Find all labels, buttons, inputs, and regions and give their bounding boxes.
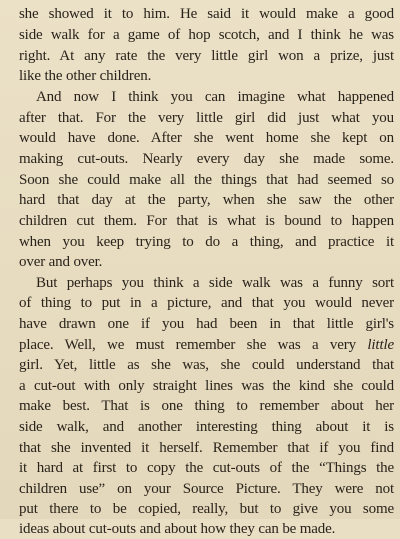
emphasized-word: little — [367, 337, 394, 353]
text-line: would have done. After she went home she kept on — [19, 130, 394, 146]
text-line: girl. Yet, little as she was, she could understand that — [19, 357, 394, 373]
text-line: have drawn one if you had been in that little girl's — [19, 316, 394, 332]
text-line: And now I think you can imagine what happened — [36, 89, 394, 105]
text-run: place. Well, we must remember she was a very — [19, 337, 356, 353]
text-line: making cut-outs. Nearly every day she made some. — [19, 151, 394, 167]
text-line: it hard at first to copy the cut-outs of the “Things the — [19, 460, 394, 476]
text-line: that she invented it herself. Remember that if you find — [19, 440, 394, 456]
text-line: after that. For the very little girl did just what you — [19, 110, 394, 126]
text-line: children cut them. For that is what is bound to happen — [19, 213, 394, 229]
text-line: make best. That is one thing to remember about her — [19, 398, 394, 414]
text-line: side walk for a game of hop scotch, and I think he was — [19, 27, 394, 43]
text-line: ideas about cut-outs and about how they can be made. — [19, 521, 336, 537]
text-line: Soon she could make all the things that had seemed so — [19, 172, 394, 188]
text-line: a cut-out with only straight lines was the kind she could — [19, 378, 394, 394]
text-line: children use” on your Source Picture. They were not — [19, 481, 394, 497]
text-line: side walk, and another interesting thing about it is — [19, 419, 394, 435]
text-line: But perhaps you think a side walk was a funny sort — [36, 275, 394, 291]
text-line: she showed it to him. He said it would make a good — [19, 6, 394, 22]
text-line — [19, 335, 394, 355]
text-line: over and over. — [19, 254, 103, 270]
text-line: of thing to put in a picture, and that you would never — [19, 295, 394, 311]
text-line: hard that day at the party, when she saw the other — [19, 192, 394, 208]
text-line: when you keep trying to do a thing, and practice it — [19, 234, 394, 250]
text-line: right. At any rate the very little girl won a prize, just — [19, 48, 394, 64]
text-line: put there to be copied, really, but to give you some — [19, 501, 394, 517]
text-line: like the other children. — [19, 68, 152, 84]
